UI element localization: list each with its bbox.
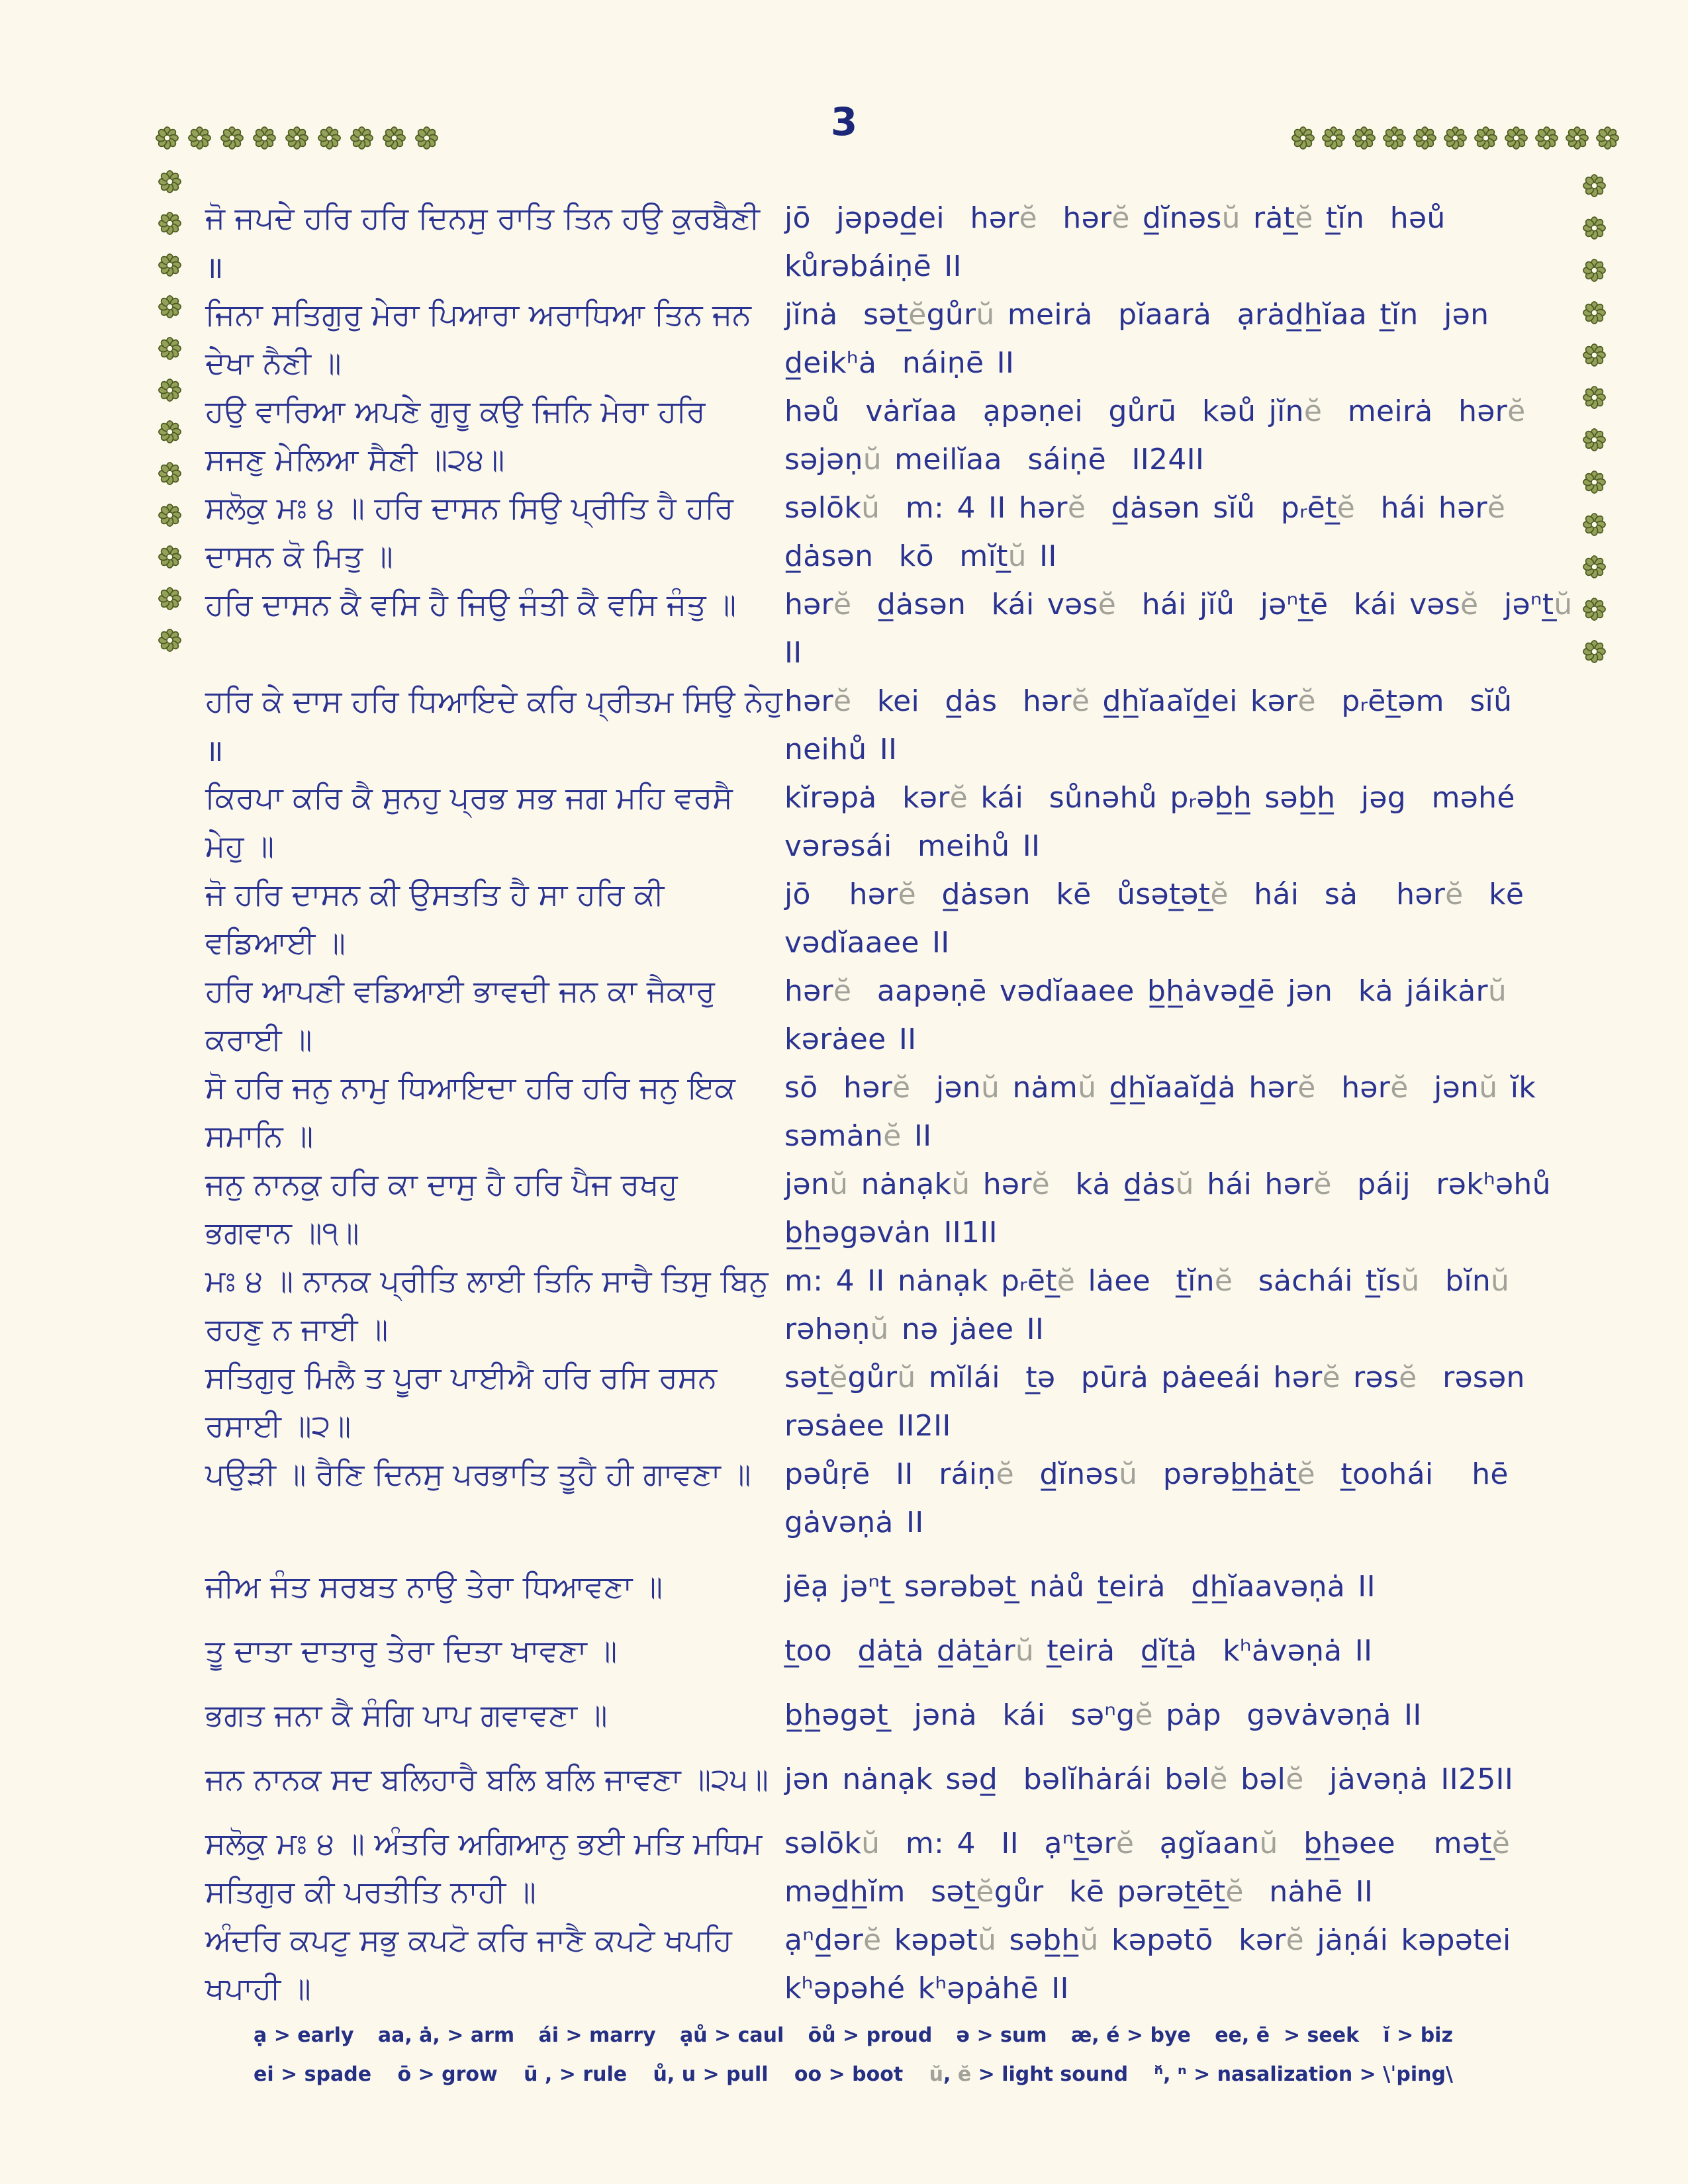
transliteration-line-text: hərĕ aapəṇē vədĭaaee b̲h̲ȧvəd̲ē jən kȧ jáikȧrŭ <box>784 974 1507 1008</box>
transliteration-line-text: səlōkŭ m: 4 II ạⁿt̲ərĕ ạgĭaanŭ b̲h̲əee mət̲ĕ <box>784 1827 1511 1860</box>
gurmukhi-line-text: ਦੇਖਾ ਨੈਣੀ ॥ <box>205 344 342 381</box>
flower-icon <box>382 126 406 150</box>
transliteration-line-text: rəsȧee II2II <box>784 1409 951 1443</box>
pronunciation-key-row-1 <box>254 2024 1453 2047</box>
verse-line <box>0 1868 1688 1916</box>
transliteration-line-text: jən nȧnạk səd̲ bəlĭhȧrái bəlĕ bəlĕ jȧvəṇȧ II25II <box>784 1762 1514 1796</box>
verse-line <box>0 1964 1688 2013</box>
pronunciation-key-item: ee, ē > seek <box>1215 2024 1360 2047</box>
transliteration-line-text: məd̲h̲ĭm sət̲ĕgůr kē pərət̲ēt̲ĕ nȧhē II <box>784 1875 1374 1909</box>
flower-icon <box>187 126 212 150</box>
pronunciation-key-item: aa, ȧ, > arm <box>377 2024 515 2047</box>
pronunciation-key-item: ů, u > pull <box>653 2063 769 2086</box>
transliteration-line-text: gȧvəṇȧ II <box>784 1506 924 1539</box>
pronunciation-key-item: ⁿ̆, ⁿ > nasalization > \ˈping\ <box>1154 2063 1453 2086</box>
flower-icon <box>1443 126 1468 150</box>
gurmukhi-line-text: ਸਤਿਗੁਰੁ ਮਿਲੈ ਤ ਪੂਰਾ ਪਾਈਐ ਹਰਿ ਰਸਿ ਰਸਨ <box>205 1359 718 1395</box>
gurmukhi-line-text: ਹਰਿ ਦਾਸਨ ਕੈ ਵਸਿ ਹੈ ਜਿਉ ਜੰਤੀ ਕੈ ਵਸਿ ਜੰਤੁ ॥ <box>205 586 737 622</box>
verse-line <box>0 242 1688 291</box>
verse-line <box>0 1112 1688 1160</box>
verse-line <box>0 387 1688 435</box>
gurmukhi-line-text: ਮੇਹੁ ॥ <box>205 827 275 864</box>
transliteration-line-text: m: 4 II nȧnạk pᵣēt̲ĕ lȧee t̲ĭnĕ sȧchái t̲ĭsŭ bĭnŭ <box>784 1264 1510 1298</box>
verse-line <box>0 532 1688 580</box>
flower-icon <box>1504 126 1528 150</box>
flower-icon <box>1382 126 1407 150</box>
gurmukhi-line-text: ਸਤਿਗੁਰ ਕੀ ਪਰਤੀਤਿ ਨਾਹੀ ॥ <box>205 1873 536 1909</box>
flower-icon <box>1352 126 1376 150</box>
verse-line <box>0 1353 1688 1402</box>
gurmukhi-line-text: ਜੀਅ ਜੰਤ ਸਰਬਤ ਨਾਉ ਤੇਰਾ ਧਿਆਵਣਾ ॥ <box>205 1568 663 1604</box>
verse-line <box>0 1819 1688 1868</box>
transliteration-line-text: b̲h̲əgəvȧn II1II <box>784 1216 998 1250</box>
verse-line <box>0 1160 1688 1208</box>
transliteration-line-text: jō hərĕ d̲ȧsən kē ůsət̲ət̲ĕ hái sȧ hərĕ kē <box>784 878 1524 911</box>
transliteration-line-text: neihů II <box>784 733 898 766</box>
verse-line <box>0 967 1688 1015</box>
transliteration-line-text: kĭrəpȧ kərĕ kái sůnəhů pᵣəb̲h̲ səb̲h̲ jəg məhé <box>784 781 1515 815</box>
page-number: 3 <box>830 99 858 144</box>
verse-line <box>0 1402 1688 1450</box>
verse-line <box>0 435 1688 484</box>
flower-icon <box>1413 126 1437 150</box>
gurmukhi-line-text: ਖਪਾਹੀ ॥ <box>205 1970 311 2006</box>
verse-line <box>0 1015 1688 1064</box>
verse-line <box>0 339 1688 387</box>
pronunciation-key-item: ạ > early <box>254 2024 354 2047</box>
flower-icon <box>1534 126 1559 150</box>
verse-line <box>0 1916 1688 1964</box>
pronunciation-key-item: ə > sum <box>956 2024 1047 2047</box>
gurmukhi-line-text: ਵਡਿਆਈ ॥ <box>205 924 346 960</box>
gurmukhi-line-text: ਕਰਾਈ ॥ <box>205 1021 312 1057</box>
verse-line <box>0 774 1688 822</box>
verse-line <box>0 291 1688 339</box>
verse-line <box>0 1064 1688 1112</box>
transliteration-line-text: t̲oo d̲ȧt̲ȧ d̲ȧt̲ȧrŭ t̲eirȧ d̲ĭt̲ȧ kʰȧvəṇȧ II <box>784 1634 1373 1668</box>
pronunciation-key-item: ōů > proud <box>808 2024 933 2047</box>
gurmukhi-line-text: ਜੋ ਹਰਿ ਦਾਸਨ ਕੀ ਉਸਤਤਿ ਹੈ ਸਾ ਹਰਿ ਕੀ <box>205 876 665 912</box>
transliteration-line-text: sō hərĕ jənŭ nȧmŭ d̲h̲ĭaaĭd̲ȧ hərĕ hərĕ jənŭ ĭk <box>784 1071 1536 1105</box>
verse-line <box>0 1627 1688 1675</box>
flower-icon <box>155 126 179 150</box>
gurmukhi-line-text: ਹਰਿ ਆਪਣੀ ਵਡਿਆਈ ਭਾਵਦੀ ਜਨ ਕਾ ਜੈਕਾਰੁ <box>205 972 715 1009</box>
flower-icon <box>1474 126 1498 150</box>
gurmukhi-line-text: ਭਗਤ ਜਨਾ ਕੈ ਸੰਗਿ ਪਾਪ ਗਵਾਵਣਾ ॥ <box>205 1696 608 1733</box>
gurmukhi-line-text: ਅੰਦਰਿ ਕਪਟੁ ਸਭੁ ਕਪਟੋ ਕਰਿ ਜਾਣੈ ਕਪਟੇ ਖਪਹਿ <box>205 1921 732 1958</box>
verse-line <box>0 1691 1688 1739</box>
gurmukhi-line-text: ਮਃ ੪ ॥ ਨਾਨਕ ਪ੍ਰੀਤਿ ਲਾਈ ਤਿਨਿ ਸਾਚੈ ਤਿਸੁ ਬਿਨੁ <box>205 1262 769 1298</box>
gurmukhi-line-text: ਸਮਾਨਿ ॥ <box>205 1117 314 1154</box>
pronunciation-key-item: ạů > caul <box>679 2024 784 2047</box>
pronunciation-key-item: ei > spade <box>254 2063 372 2086</box>
verse-line <box>0 1305 1688 1353</box>
pronunciation-key <box>254 2024 1453 2086</box>
flower-icon <box>1595 126 1620 150</box>
verse-line <box>0 1208 1688 1257</box>
pronunciation-key-item: ĭ > biz <box>1383 2024 1453 2047</box>
gurmukhi-line-text: ਜੋ ਜਪਦੇ ਹਰਿ ਹਰਿ ਦਿਨਸੁ ਰਾਤਿ ਤਿਨ ਹਉ ਕੁਰਬੈਣੀ <box>205 199 760 236</box>
pronunciation-key-item: ō > grow <box>397 2063 498 2086</box>
gurmukhi-line-text: ॥ <box>205 732 224 768</box>
verse-line <box>0 1450 1688 1498</box>
transliteration-line-text: hərĕ kei d̲ȧs hərĕ d̲h̲ĭaaĭd̲ei kərĕ pᵣēt̲əm sĭů <box>784 684 1513 718</box>
verse-line <box>0 629 1688 677</box>
transliteration-line-text: d̲ȧsən kō mĭt̲ŭ II <box>784 539 1057 573</box>
flower-icon <box>350 126 374 150</box>
flower-icon <box>285 126 309 150</box>
gurmukhi-line-text: ॥ <box>205 249 224 285</box>
transliteration-line-text: həů vȧrĭaa ạpəṇei gůrū kəů jĭnĕ meirȧ hərĕ <box>784 394 1526 428</box>
transliteration-line-text: jēạ jəⁿt̲ sərəbət̲ nȧů t̲eirȧ d̲h̲ĭaavəṇȧ II <box>784 1570 1376 1604</box>
transliteration-line-text: pəůṛē II ráiṇĕ d̲ĭnəsŭ pərəb̲h̲ȧt̲ĕ t̲oohái hē <box>784 1457 1509 1491</box>
transliteration-line-text: d̲eikʰȧ náiṇē II <box>784 346 1015 380</box>
transliteration-line-text: jĭnȧ sət̲ĕgůrŭ meirȧ pĭaarȧ ạrȧd̲h̲ĭaa t̲ĭn jən <box>784 298 1489 332</box>
pronunciation-key-item: æ, é > bye <box>1070 2024 1191 2047</box>
flower-icon <box>252 126 277 150</box>
gurmukhi-line-text: ਤੂ ਦਾਤਾ ਦਾਤਾਰੁ ਤੇਰਾ ਦਿਤਾ ਖਾਵਣਾ ॥ <box>205 1632 618 1668</box>
transliteration-line-text: kərȧee II <box>784 1023 917 1056</box>
gurmukhi-line-text: ਜਿਨਾ ਸਤਿਗੁਰੁ ਮੇਰਾ ਪਿਆਰਾ ਅਰਾਧਿਆ ਤਿਨ ਜਨ <box>205 296 751 332</box>
gurmukhi-line-text: ਸਜਣੁ ਮੇਲਿਆ ਸੈਣੀ ॥੨੪॥ <box>205 441 505 477</box>
transliteration-line-text: jō jəpəd̲ei hərĕ hərĕ d̲ĭnəsŭ rȧt̲ĕ t̲ĭn həů <box>784 201 1446 235</box>
verse-line <box>0 1563 1688 1611</box>
pronunciation-key-item: oo > boot <box>794 2063 904 2086</box>
gurmukhi-line-text: ਦਾਸਨ ਕੋ ਮਿਤੁ ॥ <box>205 537 393 574</box>
gurmukhi-line-text: ਸਲੋਕੁ ਮਃ ੪ ॥ ਹਰਿ ਦਾਸਨ ਸਿਉ ਪ੍ਰੀਤਿ ਹੈ ਹਰਿ <box>205 489 734 525</box>
flower-border-top-left <box>155 126 439 150</box>
transliteration-line-text: ạⁿd̲ərĕ kəpətŭ səb̲h̲ŭ kəpətō kərĕ jȧṇái kəpətei <box>784 1923 1511 1957</box>
verse-line <box>0 919 1688 967</box>
gurmukhi-line-text: ਰਸਾਈ ॥੨॥ <box>205 1407 352 1443</box>
gurmukhi-line-text: ਸਲੋਕੁ ਮਃ ੪ ॥ ਅੰਤਰਿ ਅਗਿਆਨੁ ਭਈ ਮਤਿ ਮਧਿਮ <box>205 1825 763 1861</box>
gurmukhi-line-text: ਰਹਣੁ ਨ ਜਾਈ ॥ <box>205 1310 389 1347</box>
verse-line <box>0 822 1688 870</box>
transliteration-line-text: hərĕ d̲ȧsən kái vəsĕ hái jĭů jəⁿt̲ē kái vəsĕ jəⁿt̲ŭ <box>784 588 1573 621</box>
flower-icon <box>158 169 182 194</box>
transliteration-line-text: kʰəpəhé kʰəpȧhē II <box>784 1972 1069 2005</box>
transliteration-line-text: II <box>784 636 802 670</box>
gurmukhi-line-text: ਹਰਿ ਕੇ ਦਾਸ ਹਰਿ ਧਿਆਇਦੇ ਕਰਿ ਪ੍ਰੀਤਮ ਸਿਉ ਨੇਹੁ <box>205 682 783 719</box>
gurmukhi-line-text: ਸੋ ਹਰਿ ਜਨੁ ਨਾਮੁ ਧਿਆਇਦਾ ਹਰਿ ਹਰਿ ਜਨੁ ਇਕ <box>205 1069 735 1105</box>
flower-icon <box>1565 126 1589 150</box>
verse-line <box>0 870 1688 919</box>
verse-line <box>0 194 1688 242</box>
transliteration-line-text: səlōkŭ m: 4 II hərĕ d̲ȧsən sĭů pᵣēt̲ĕ hái hərĕ <box>784 491 1506 525</box>
verse-line <box>0 1755 1688 1803</box>
pronunciation-key-row-2 <box>254 2063 1453 2086</box>
transliteration-line-text: səmȧnĕ II <box>784 1119 932 1153</box>
verse-line <box>0 580 1688 629</box>
gurmukhi-line-text: ਪਉੜੀ ॥ ਰੈਣਿ ਦਿਨਸੁ ਪਰਭਾਤਿ ਤੂਹੈ ਹੀ ਗਾਵਣਾ ॥ <box>205 1455 751 1492</box>
verse-line <box>0 484 1688 532</box>
flower-icon <box>220 126 244 150</box>
pronunciation-key-item: ū , > rule <box>524 2063 628 2086</box>
transliteration-line-text: rəhəṇŭ nə jȧee II <box>784 1312 1045 1346</box>
verse-lines <box>0 194 1688 2013</box>
gurmukhi-line-text: ਕਿਰਪਾ ਕਰਿ ਕੈ ਸੁਨਹੁ ਪ੍ਰਭ ਸਭ ਜਗ ਮਹਿ ਵਰਸੈ <box>205 779 733 815</box>
flower-icon <box>1321 126 1346 150</box>
transliteration-line-text: səjəṇŭ meilĭaa sáiṇē II24II <box>784 443 1205 477</box>
flower-border-top-right <box>1291 126 1620 150</box>
gurmukhi-line-text: ਜਨ ਨਾਨਕ ਸਦ ਬਲਿਹਾਰੈ ਬਲਿ ਬਲਿ ਜਾਵਣਾ ॥੨੫॥ <box>205 1760 769 1797</box>
gurmukhi-line-text: ਜਨੁ ਨਾਨਕੁ ਹਰਿ ਕਾ ਦਾਸੁ ਹੈ ਹਰਿ ਪੈਜ ਰਖਹੁ <box>205 1165 678 1202</box>
gurmukhi-line-text: ਭਗਵਾਨ ॥੧॥ <box>205 1214 359 1250</box>
transliteration-line-text: sət̲ĕgůrŭ mĭlái t̲ə pūrȧ pȧeeái hərĕ rəsĕ rəsən <box>784 1361 1525 1394</box>
transliteration-line-text: vərəsái meihů II <box>784 829 1041 863</box>
flower-icon <box>414 126 439 150</box>
transliteration-line-text: jənŭ nȧnạkŭ hərĕ kȧ d̲ȧsŭ hái hərĕ páij rəkʰəhů <box>784 1167 1551 1201</box>
verse-line <box>0 1498 1688 1547</box>
verse-line <box>0 725 1688 774</box>
transliteration-line-text: b̲h̲əgət̲ jənȧ kái səⁿgĕ pȧp gəvȧvəṇȧ II <box>784 1698 1422 1732</box>
verse-line <box>0 1257 1688 1305</box>
verse-line <box>0 677 1688 725</box>
pronunciation-key-item: ái > marry <box>538 2024 656 2047</box>
transliteration-line-text: kůrəbáiṇē II <box>784 250 962 283</box>
flower-icon <box>1291 126 1315 150</box>
transliteration-line-text: vədĭaaee II <box>784 926 950 960</box>
gurmukhi-line-text: ਹਉ ਵਾਰਿਆ ਅਪਣੇ ਗੁਰੂ ਕਉ ਜਿਨਿ ਮੇਰਾ ਹਰਿ <box>205 392 706 429</box>
pronunciation-key-item: ŭ, ĕ > light sound <box>929 2063 1129 2086</box>
flower-icon <box>317 126 342 150</box>
